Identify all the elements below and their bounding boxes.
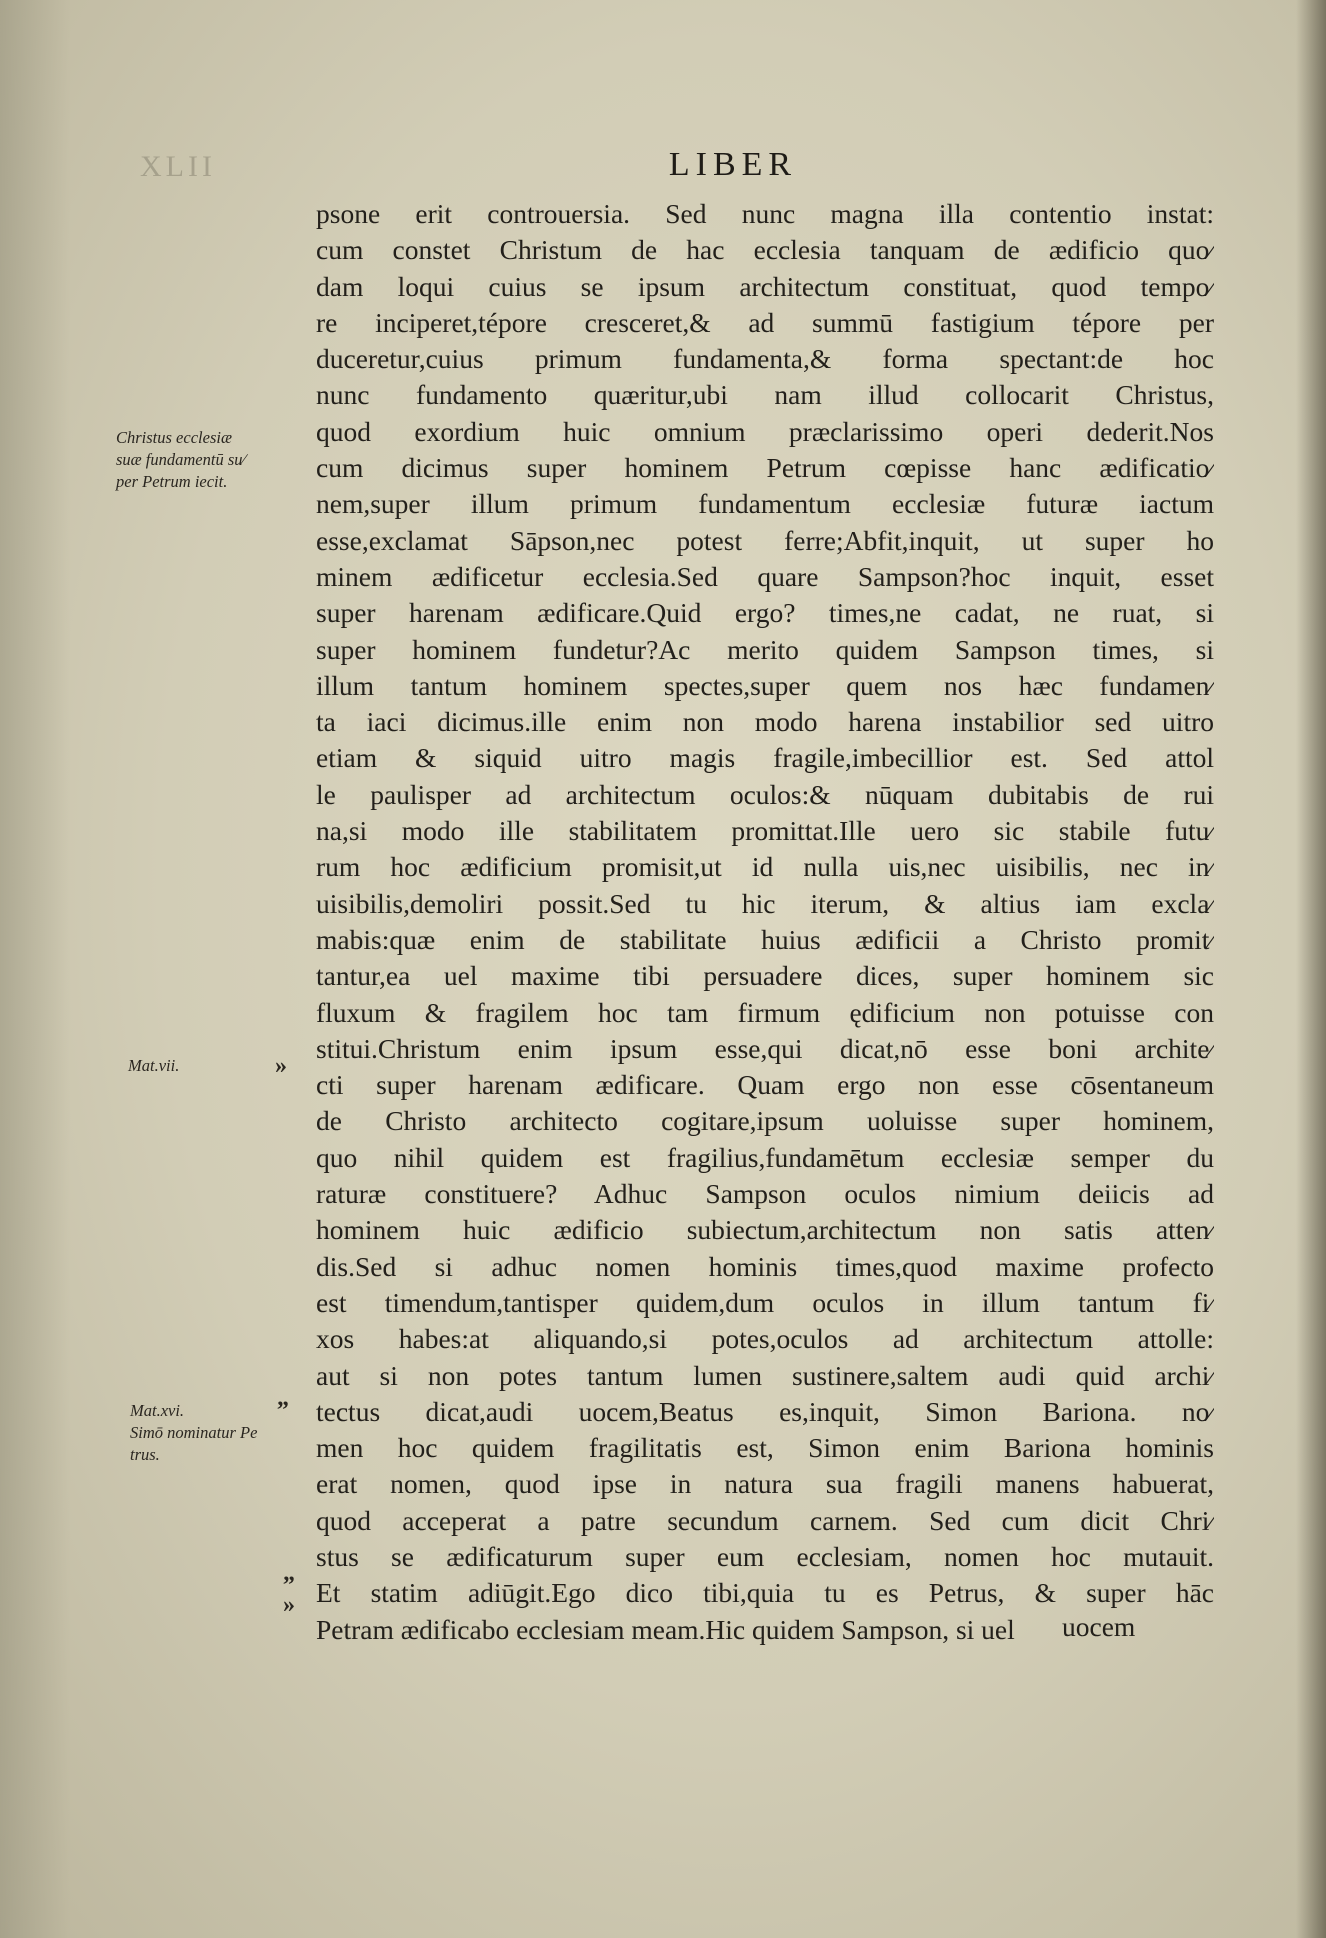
text-line: super harenam ædificare.Quid ergo? times,ne cadat, ne ruat, si — [316, 597, 1214, 629]
text-line: aut si non potes tantum lumen sustinere,saltem audi quid archi∕ — [316, 1359, 1214, 1391]
text-line: est timendum,tantisper quidem,dum oculos in illum tantum fi∕ — [316, 1286, 1214, 1318]
text-line: quod acceperat a patre secundum carnem. Sed cum dicit Chri∕ — [316, 1504, 1214, 1536]
text-line: etiam & siquid uitro magis fragile,imbecillior est. Sed attol — [316, 742, 1214, 774]
quotation-marker: » — [275, 1053, 287, 1079]
text-line: erat nomen, quod ipse in natura sua fragili manens habuerat, — [316, 1468, 1214, 1500]
quotation-marker: » — [283, 1592, 295, 1618]
marginal-line: per Petrum iecit. — [116, 472, 228, 491]
text-line: raturæ constituere? Adhuc Sampson oculos nimium deiicis ad — [316, 1178, 1214, 1210]
text-line: le paulisper ad architectum oculos:& nūquam dubitabis de rui — [316, 778, 1214, 810]
bleed-through-folio: XLII — [140, 150, 216, 183]
text-line: illum tantum hominem spectes,super quem nos hæc fundamen∕ — [316, 669, 1214, 701]
text-line: duceretur,cuius primum fundamenta,& forma spectant:de hoc — [316, 343, 1214, 375]
text-line: psone erit controuersia. Sed nunc magna illa contentio instat: — [316, 198, 1214, 229]
marginal-line: Simō nominatur Pe — [130, 1423, 258, 1442]
text-line: fluxum & fragilem hoc tam firmum ędificium non potuisse con — [316, 996, 1214, 1028]
catchword: uocem — [1062, 1611, 1136, 1642]
text-line: super hominem fundetur?Ac merito quidem Sampson times, si — [316, 633, 1214, 665]
text-line: xos habes:at aliquando,si potes,oculos ad architectum attolle: — [316, 1323, 1214, 1355]
page-shadow-left — [0, 0, 70, 1938]
text-line: esse,exclamat Sāpson,nec potest ferre;Abfit,inquit, ut super ho — [316, 524, 1214, 556]
marginal-line: Christus ecclesiæ — [116, 428, 232, 447]
text-line: Et statim adiūgit.Ego dico tibi,quia tu es Petrus, & super hāc — [316, 1577, 1214, 1609]
text-line: quod exordium huic omnium præclarissimo operi dederit.Nos — [316, 415, 1214, 447]
text-line: cti super harenam ædificare. Quam ergo non esse cōsentaneum — [316, 1069, 1214, 1101]
page-shadow-right — [1296, 0, 1326, 1938]
marginal-line: trus. — [130, 1445, 160, 1464]
marginal-note-christus — [116, 427, 296, 493]
text-line: nunc fundamento quæritur,ubi nam illud collocarit Christus, — [316, 379, 1214, 411]
text-line: tantur,ea uel maxime tibi persuadere dices, super hominem sic — [316, 960, 1214, 992]
text-line: re inciperet,tépore cresceret,& ad summū fastigium tépore per — [316, 306, 1214, 338]
text-line: cum dicimus super hominem Petrum cœpisse hanc ædificatio∕ — [316, 452, 1214, 484]
text-line: quo nihil quidem est fragilius,fundamētum ecclesiæ semper du — [316, 1141, 1214, 1173]
text-line: mabis:quæ enim de stabilitate huius ædificii a Christo promit∕ — [316, 923, 1214, 955]
text-line: rum hoc ædificium promisit,ut id nulla uis,nec uisibilis, nec in∕ — [316, 851, 1214, 883]
text-line: nem,super illum primum fundamentum ecclesiæ futuræ iactum — [316, 488, 1214, 520]
text-line: stitui.Christum enim ipsum esse,qui dicat,nō esse boni archite∕ — [316, 1032, 1214, 1064]
quotation-marker: „ — [283, 1560, 295, 1586]
marginal-line: Mat.xvi. — [130, 1401, 185, 1420]
marginal-line: Mat.vii. — [128, 1056, 180, 1075]
text-line: de Christo architecto cogitare,ipsum uoluisse super hominem, — [316, 1105, 1214, 1137]
text-line: dis.Sed si adhuc nomen hominis times,quod maxime profecto — [316, 1250, 1214, 1282]
quotation-marker: „ — [277, 1385, 289, 1411]
text-line: Petram ædificabo ecclesiam meam.Hic quidem Sampson, si uel — [316, 1613, 1015, 1645]
text-line: men hoc quidem fragilitatis est, Simon enim Bariona hominis — [316, 1432, 1214, 1464]
text-line: dam loqui cuius se ipsum architectum constituat, quod tempo∕ — [316, 270, 1214, 302]
marginal-line: suæ fundamentū su∕ — [116, 450, 246, 469]
text-line: minem ædificetur ecclesia.Sed quare Sampson?hoc inquit, esset — [316, 560, 1214, 592]
text-line: ta iaci dicimus.ille enim non modo harena instabilior sed uitro — [316, 706, 1214, 738]
text-line: stus se ædificaturum super eum ecclesiam, nomen hoc mutauit. — [316, 1540, 1214, 1572]
text-line: uisibilis,demoliri possit.Sed tu hic iterum, & altius iam excla∕ — [316, 887, 1214, 919]
text-line: na,si modo ille stabilitatem promittat.Ille uero sic stabile futu∕ — [316, 815, 1214, 847]
text-line: tectus dicat,audi uocem,Beatus es,inquit, Simon Bariona. no∕ — [316, 1395, 1214, 1427]
text-line: cum constet Christum de hac ecclesia tanquam de ædificio quo∕ — [316, 234, 1214, 266]
marginal-note-mat-vii — [128, 1055, 288, 1077]
main-text-block — [316, 196, 1214, 1648]
text-line: hominem huic ædificio subiectum,architectum non satis atten∕ — [316, 1214, 1214, 1246]
running-head: LIBER — [668, 146, 798, 183]
